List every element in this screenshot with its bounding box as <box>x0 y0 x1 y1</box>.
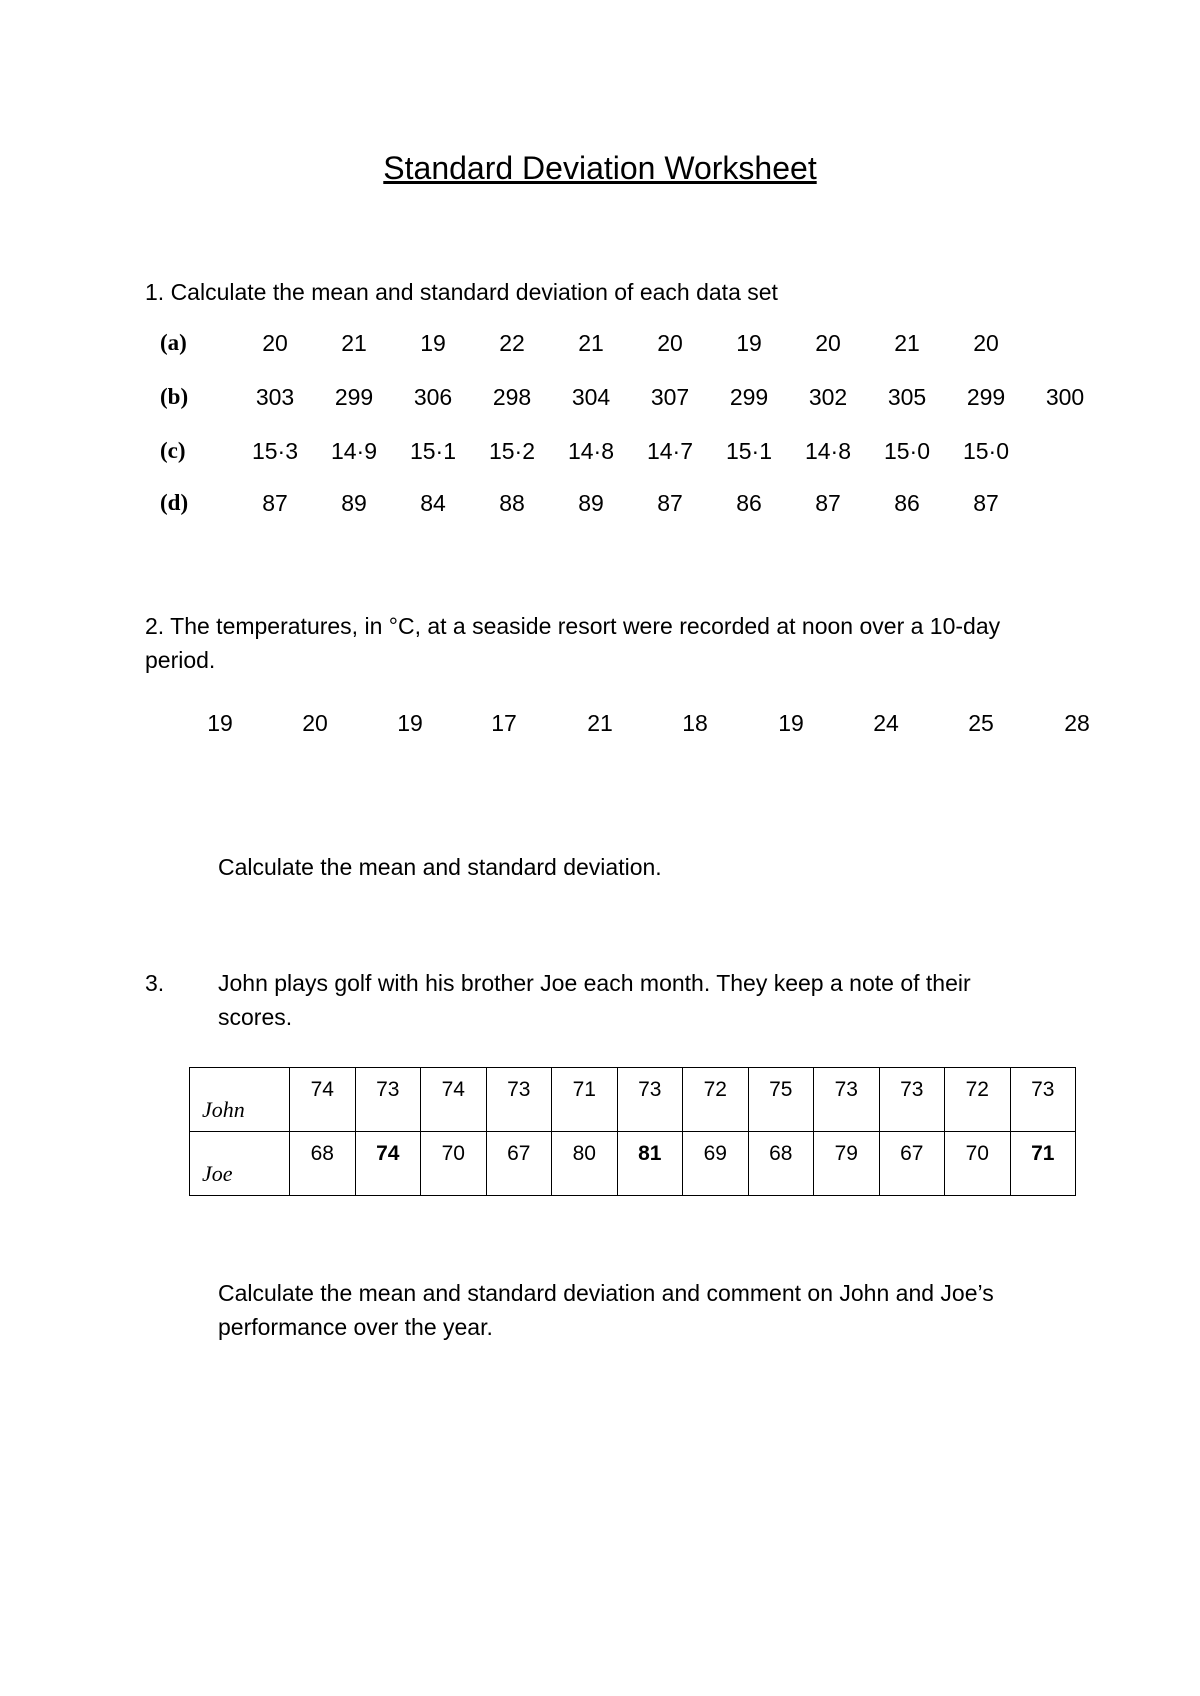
data-value: 299 <box>729 384 769 410</box>
score-cell: 68 <box>290 1132 356 1196</box>
temperature-value: 24 <box>873 710 899 736</box>
table-row <box>190 1068 1076 1132</box>
data-value: 304 <box>571 384 611 410</box>
data-value: 15·3 <box>251 438 299 464</box>
score-cell: 68 <box>748 1132 814 1196</box>
temperature-value: 17 <box>491 710 517 736</box>
golf-scores-table <box>189 1067 1076 1196</box>
data-value: 14·9 <box>330 438 378 464</box>
question-3-instruction: Calculate the mean and standard deviation and comment on John and Joe’s performance over the year. <box>218 1280 994 1340</box>
player-name: John <box>190 1068 290 1132</box>
score-cell: 75 <box>748 1068 814 1132</box>
score-cell: 71 <box>552 1068 618 1132</box>
question-2-instruction: Calculate the mean and standard deviation. <box>218 854 662 880</box>
temperature-value: 19 <box>207 710 233 736</box>
data-value: 15·1 <box>725 438 773 464</box>
question-3-prompt: John plays golf with his brother Joe each month. They keep a note of their scores. <box>218 970 971 1030</box>
score-cell: 73 <box>617 1068 683 1132</box>
score-cell: 74 <box>421 1068 487 1132</box>
data-value: 22 <box>499 330 525 356</box>
score-cell: 73 <box>814 1068 880 1132</box>
data-value: 20 <box>657 330 683 356</box>
score-cell: 81 <box>617 1132 683 1196</box>
data-value: 87 <box>657 490 683 516</box>
data-value: 303 <box>255 384 295 410</box>
data-value: 86 <box>894 490 920 516</box>
data-value: 14·7 <box>646 438 694 464</box>
data-value: 19 <box>736 330 762 356</box>
data-value: 20 <box>973 330 999 356</box>
temperature-value: 19 <box>397 710 423 736</box>
score-cell: 69 <box>683 1132 749 1196</box>
question-2-prompt: 2. The temperatures, in °C, at a seaside resort were recorded at noon over a 10-day period. <box>145 613 1001 673</box>
data-value: 87 <box>262 490 288 516</box>
data-value: 87 <box>973 490 999 516</box>
data-value: 15·1 <box>409 438 457 464</box>
data-value: 14·8 <box>804 438 852 464</box>
data-value: 15·0 <box>962 438 1010 464</box>
score-cell: 73 <box>879 1068 945 1132</box>
data-value: 89 <box>341 490 367 516</box>
score-cell: 70 <box>421 1132 487 1196</box>
score-cell: 67 <box>486 1132 552 1196</box>
score-cell: 74 <box>290 1068 356 1132</box>
score-cell: 73 <box>1010 1068 1076 1132</box>
page-title: Standard Deviation Worksheet <box>383 150 817 186</box>
data-value: 84 <box>420 490 446 516</box>
data-value: 15·2 <box>488 438 536 464</box>
data-value: 89 <box>578 490 604 516</box>
score-cell: 70 <box>945 1132 1011 1196</box>
data-value: 21 <box>578 330 604 356</box>
data-value: 21 <box>894 330 920 356</box>
data-set-label: (d) <box>160 490 189 515</box>
player-name: Joe <box>190 1132 290 1196</box>
data-value: 20 <box>262 330 288 356</box>
data-value: 305 <box>887 384 927 410</box>
data-set-label: (c) <box>160 438 186 463</box>
temperature-value: 28 <box>1064 710 1090 736</box>
data-value: 88 <box>499 490 525 516</box>
temperature-value: 19 <box>778 710 804 736</box>
data-value: 302 <box>808 384 848 410</box>
data-value: 86 <box>736 490 762 516</box>
data-value: 299 <box>966 384 1006 410</box>
data-value: 306 <box>413 384 453 410</box>
score-cell: 73 <box>486 1068 552 1132</box>
score-cell: 72 <box>683 1068 749 1132</box>
data-set-label: (a) <box>160 330 187 355</box>
data-value: 21 <box>341 330 367 356</box>
data-set-label: (b) <box>160 384 189 409</box>
score-cell: 79 <box>814 1132 880 1196</box>
data-value: 299 <box>334 384 374 410</box>
data-value: 87 <box>815 490 841 516</box>
data-value: 307 <box>650 384 690 410</box>
data-value: 19 <box>420 330 446 356</box>
score-cell: 73 <box>355 1068 421 1132</box>
temperature-value: 20 <box>302 710 328 736</box>
data-value: 15·0 <box>883 438 931 464</box>
score-cell: 71 <box>1010 1132 1076 1196</box>
data-value: 14·8 <box>567 438 615 464</box>
question-3-number: 3. <box>145 970 165 996</box>
temperature-value: 25 <box>968 710 994 736</box>
score-cell: 67 <box>879 1132 945 1196</box>
data-value: 298 <box>492 384 532 410</box>
score-cell: 80 <box>552 1132 618 1196</box>
score-cell: 72 <box>945 1068 1011 1132</box>
temperature-value: 21 <box>587 710 613 736</box>
data-value: 300 <box>1045 384 1085 410</box>
score-cell: 74 <box>355 1132 421 1196</box>
table-row <box>190 1132 1076 1196</box>
temperature-value: 18 <box>682 710 708 736</box>
question-1-prompt: 1. Calculate the mean and standard deviation of each data set <box>145 279 778 305</box>
data-value: 20 <box>815 330 841 356</box>
